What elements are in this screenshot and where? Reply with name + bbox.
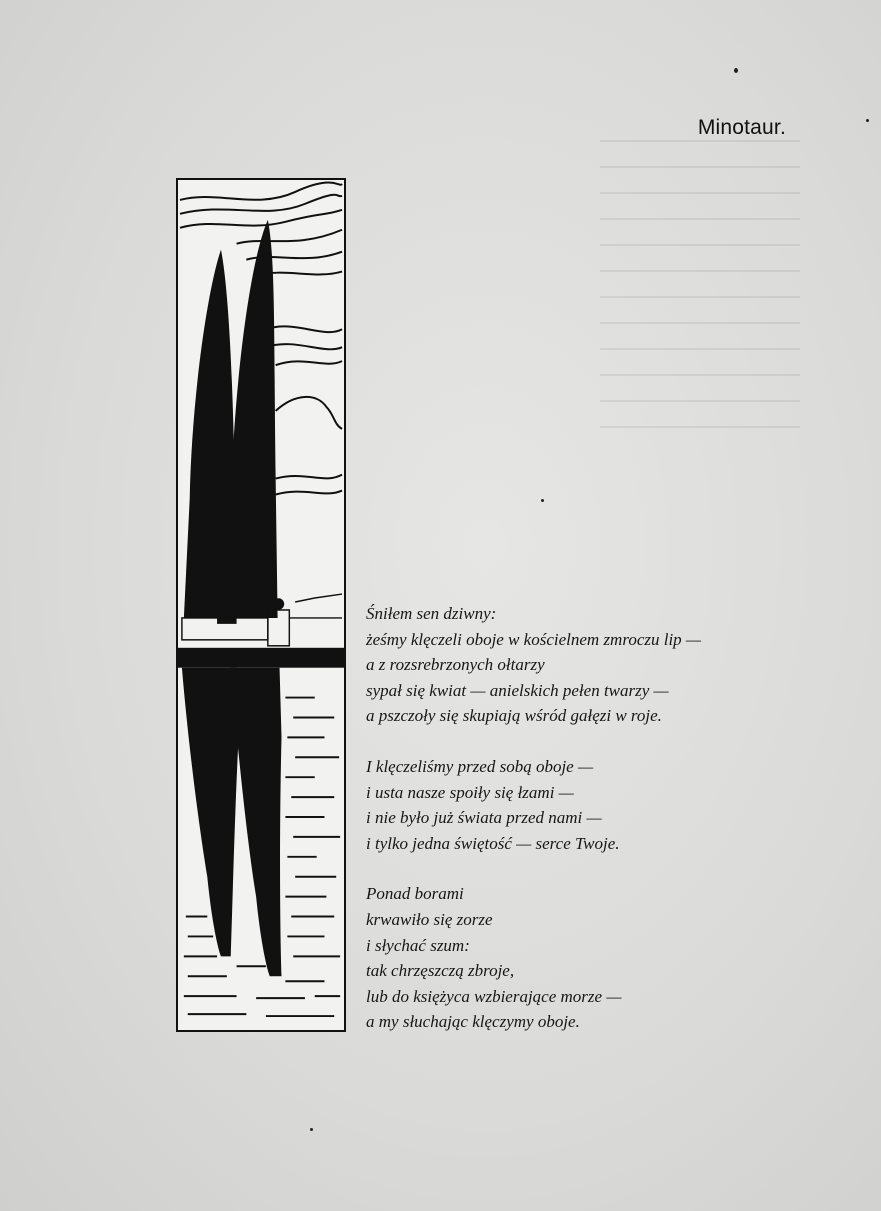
ink-speck xyxy=(541,499,544,502)
poem-line: a z rozsrebrzonych ołtarzy xyxy=(366,655,545,675)
poem-line: i nie było już świata przed nami — xyxy=(366,808,602,828)
ink-speck xyxy=(310,1128,313,1131)
poem-line: Śniłem sen dziwny: xyxy=(366,604,497,623)
cypress-lake-illustration-icon xyxy=(176,178,346,1032)
poem-line: i tylko jedna świętość — serce Twoje. xyxy=(366,833,620,853)
stanza-3 xyxy=(366,881,846,1035)
stanza-2 xyxy=(366,754,846,856)
bleed-through-texture xyxy=(600,140,800,440)
poem xyxy=(366,601,846,1060)
poem-line: I klęczeliśmy przed sobą oboje — xyxy=(366,756,594,776)
poem-line: krwawiło się zorze xyxy=(366,909,493,929)
ink-speck xyxy=(734,68,738,73)
poem-line: a pszczoły się skupiają wśród gałęzi w roje. xyxy=(366,706,662,726)
ink-speck xyxy=(866,119,869,122)
poem-line: i usta nasze spoiły się łzami — xyxy=(366,782,574,802)
poem-line: żeśmy klęczeli oboje w kościelnem zmroczu lip — xyxy=(366,629,702,649)
poem-line: Ponad borami xyxy=(366,884,464,904)
poem-line: tak chrzęszczą zbroje, xyxy=(366,961,515,981)
page-title: Minotaur. xyxy=(697,116,786,139)
stanza-1 xyxy=(366,601,846,729)
poem-line: lub do księżyca wzbierające morze — xyxy=(366,986,622,1006)
poem-line: a my słuchając klęczymy oboje. xyxy=(366,1012,580,1032)
poem-line: i słychać szum: xyxy=(366,935,470,955)
poem-line: sypał się kwiat — anielskich pełen twarzy — xyxy=(366,680,669,700)
